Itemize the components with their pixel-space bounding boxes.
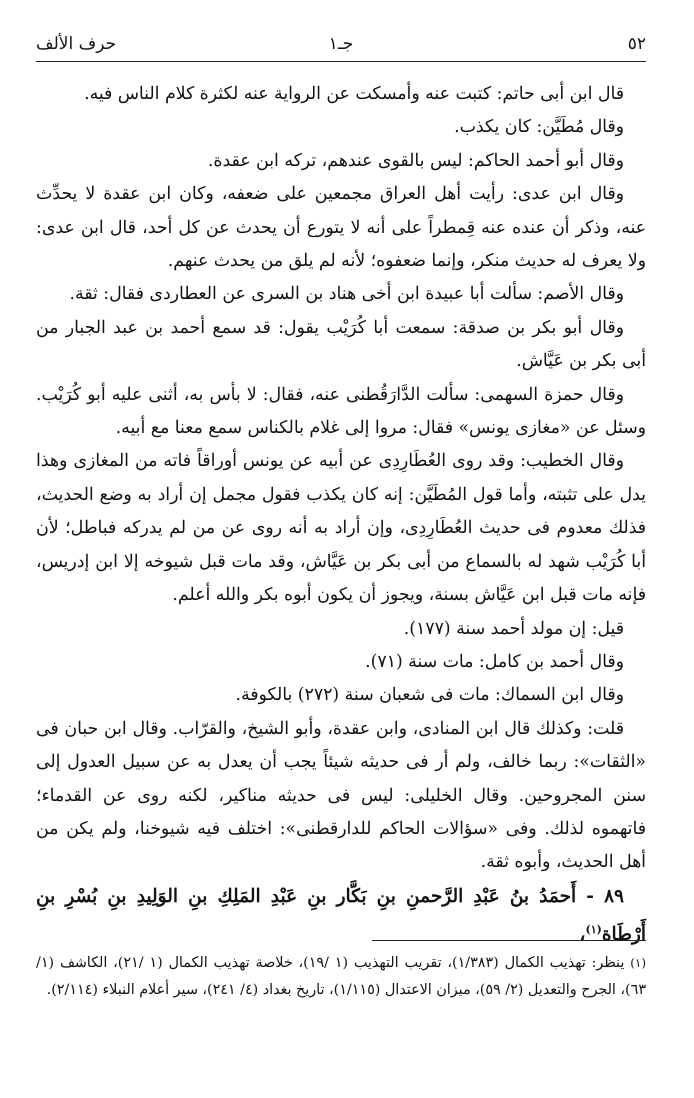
paragraph: وقال مُطَيَّن: كان يكذب. <box>454 117 624 138</box>
footnote-rule <box>372 940 646 941</box>
chapter-title: حرف الألف <box>36 34 117 54</box>
volume-label: جـ١ <box>328 34 354 54</box>
paragraph: وقال حمزة السهمى: سألت الدَّارَقُطنى عنه، فقال: لا بأس به، أثنى عليه أبو كُرَيْب. وسئل عن «مغازى يونس» فقال: مروا إلى غلام بالكناس سمع معنا مع أبيه. <box>36 384 646 439</box>
paragraph: وقال الخطيب: وقد روى العُطَارِدِى عن أبيه عن يونس أوراقاً فاته من المغازى وهذا يدل على تثبته، وأما قول المُطَيَّن: إنه كان يكذب فقول مجمل إن أراد به وضع الحديث، فذلك معدوم فى حديث العُطَارِدِى، وإن أراد به أنه روى عن من لم يدركه فباطل؛ لأن أبا كُرَيْب شهد له بالسماع من أبى بكر بن عَيَّاش، وقد مات قبل شيوخه إلا ابن إدريس، فإنه مات قبل ابن عَيَّاش بسنة، ويجوز أن يكون أبوه بكر والله أعلم. <box>36 451 646 606</box>
paragraph: وقال أبو أحمد الحاكم: ليس بالقوى عندهم، تركه ابن عقدة. <box>207 150 624 171</box>
footnote-text: ينظر: تهذيب الكمال (١/٣٨٣)، تقريب التهذيب (١ /١٩)، خلاصة تهذيب الكمال (١ /٢١)، الكاشف (١/ ٦٣)، الجرح والتعديل (٢/ ٥٩)، ميزان الاعتدال (١/١١٥)، تاريخ بغداد (٤/ ٢٤١)، سير أعلام النبلاء (٢/١١٤). <box>36 955 646 998</box>
paragraph: وقال الأصم: سألت أبا عبيدة ابن أخى هناد بن السرى عن العطاردى فقال: ثقة. <box>69 284 624 305</box>
paragraph: قال ابن أبى حاتم: كتبت عنه وأمسكت عن الرواية عنه لكثرة كلام الناس فيه. <box>84 84 624 104</box>
footnote-number: (١) <box>630 956 647 970</box>
entry-trailing: ، <box>579 924 586 946</box>
paragraph: وقال ابن السماك: مات فى شعبان سنة (٢٧٢) بالكوفة. <box>235 685 624 706</box>
paragraph: وقال ابن عدى: رأيت أهل العراق مجمعين على ضعفه، وكان ابن عقدة لا يحدِّث عنه، وذكر أن عنده عنه قِمطراً على أنه لا يتورع أن يحدث عن كل أحد، قال ابن عدى: ولا يعرف له حديث منكر، وإنما ضعفوه؛ لأنه لم يلق من يحدث عنهم. <box>36 184 646 272</box>
running-header <box>36 34 646 58</box>
header-rule <box>36 61 646 62</box>
footnote <box>36 950 646 1004</box>
page-number: ٥٢ <box>627 34 646 54</box>
main-text <box>36 78 646 952</box>
paragraph: وقال أحمد بن كامل: مات سنة (٧١). <box>365 651 624 672</box>
paragraph: وقال أبو بكر بن صدقة: سمعت أبا كُرَيْب يقول: قد سمع أحمد بن عبد الجبار من أبى بكر بن عَيَّاش. <box>36 317 646 372</box>
footnote-reference[interactable]: (١) <box>585 923 602 937</box>
entry-title: ٨٩ - أَحمَدُ بنُ عَبْدِ الرَّحمنِ بنِ بَكَّار بنِ عَبْدِ المَلِكِ بنِ الوَلِيدِ بنِ بُسْرِ بنِ أَرْطَاة <box>36 885 646 946</box>
paragraph: قيل: إن مولد أحمد سنة (١٧٧). <box>403 618 624 639</box>
paragraph: قلت: وكذلك قال ابن المنادى، وابن عقدة، وأبو الشيخ، والقرّاب. وقال ابن حبان فى «الثقات»: ربما خالف، ولم أر فى حديثه شيئاً يجب أن يعدل به عن سبيل العدول إلى سنن المجروحين. وقال الخليلى: ليس فى حديثه مناكير، لكنه روى عن القدماء؛ فاتهموه لذلك. وفى «سؤالات الحاكم للدارقطنى»: اختلف فيه شيوخنا، ولم يكن من أهل الحديث، وأبوه ثقة. <box>36 718 646 873</box>
